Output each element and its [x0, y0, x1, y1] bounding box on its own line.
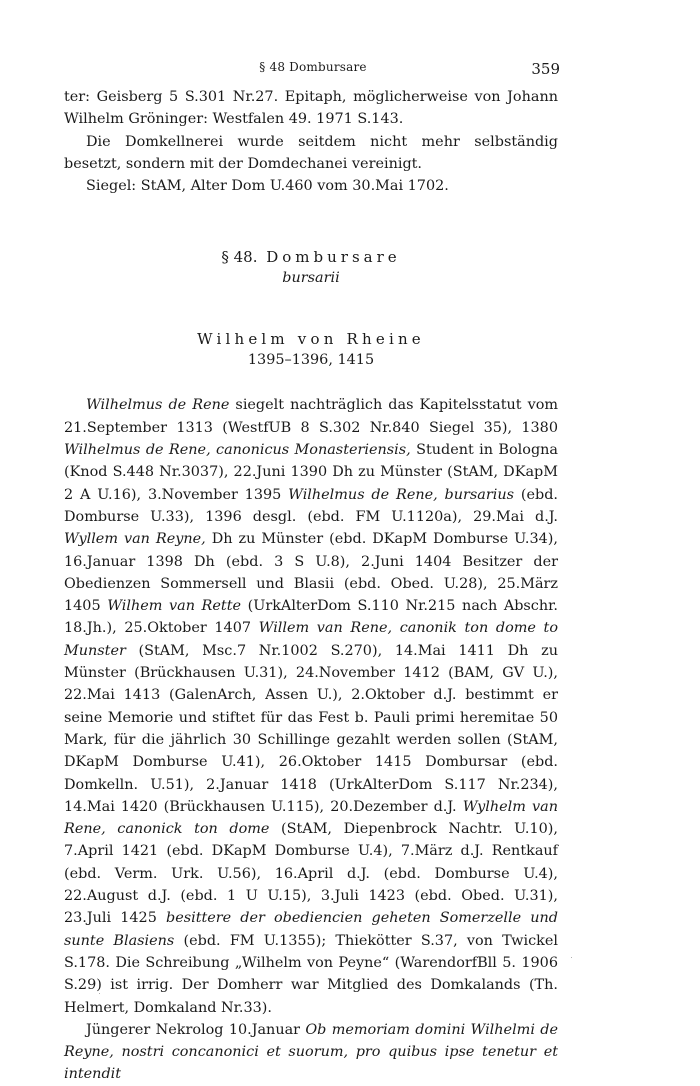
page-number: 359: [531, 60, 560, 78]
person-name: Wilhelm von Rheine: [197, 330, 425, 349]
bio-italic-9: Wilhem van Rette: [107, 598, 241, 615]
page-header: [66, 60, 560, 82]
bio-text-4: Student in Bologna (Knod S.448 Nr.3037), 22.Juni 1390 Dh zu Münster (StAM, DKapM 2 A U.16), 3.November 1395: [64, 442, 558, 503]
section-number: § 48.: [221, 248, 258, 267]
bio-italic-3: Wilhelmus de Rene, canonicus Monasteriensis,: [64, 442, 411, 459]
intro-paragraph-1: ter: Geisberg 5 S.301 Nr.27. Epitaph, möglicherweise von Johann Wilhelm Gröninger: Westfalen 49. 1971 S.143.: [64, 89, 558, 128]
bio-italic-7: Wyllem van Reyne,: [64, 531, 206, 548]
intro-paragraph-3: Siegel: StAM, Alter Dom U.460 vom 30.Mai 1702.: [86, 178, 449, 195]
person-dates: 1395–1396, 1415: [247, 352, 375, 369]
running-head: § 48 Dombursare: [259, 60, 367, 74]
bio-text-16: (ebd. FM U.1355); Thiekötter S.37, von Twickel S.178. Die Schreibung „Wilhelm von Peyne“ (WarendorfBll 5. 1906 S.29) ist irrig. Der Domherr war Mitglied des Domkalands (Th. Helmert, Domkaland Nr.33).: [64, 932, 558, 1016]
bio-text-12: (StAM, Msc.7 Nr.1002 S.270), 14.Mai 1411 Dh zu Münster (Brückhausen U.31), 24.November 1412 (BAM, GV U.), 22.Mai 1413 (GalenArch, Assen U.), 2.Oktober d.J. bestimmt er seine Memorie und stiftet für das Fest b. Pauli primi heremitae 50 Mark, für die jährlich 30 Schillinge gezahlt werden sollen (StAM, DKapM Domburse U.41), 26.Oktober 1415 Dombursar (ebd. Domkelln. U.51), 2.Januar 1418 (UrkAlterDom S.117 Nr.234), 14.Mai 1420 (Brückhausen U.115), 20.Dezember d.J.: [64, 642, 558, 815]
bio-italic-1: Wilhelmus de Rene: [86, 397, 230, 414]
bio-text-14: (StAM, Diepenbrock Nachtr. U.10), 7.April 1421 (ebd. DKapM Domburse U.4), 7.März d.J. Rentkauf (ebd. Verm. Urk. U.56), 16.April d.J. (ebd. Domburse U.4), 22.August d.J. (ebd. 1 U U.15), 3.Juli 1423 (ebd. Obed. U.31), 23.Juli 1425: [64, 821, 558, 927]
biography-paragraph: [64, 394, 558, 1018]
bio-text-8: Dh zu Münster (ebd. DKapM Domburse U.34), 16.Januar 1398 Dh (ebd. 3 S U.8), 2.Juni 1404 Besitzer der Obedienzen Sommersell und Blasii (ebd. Obed. U.28), 25.März 1405: [64, 531, 558, 615]
bio-text-2: siegelt nachträglich das Kapitelsstatut vom 21.September 1313 (WestfUB 8 S.302 Nr.840 Siegel 35), 1380: [64, 397, 559, 436]
necrology-text: Jüngerer Nekrolog 10.Januar: [86, 1021, 306, 1038]
bio-italic-13: Wylhelm van Rene, canonick ton dome: [64, 798, 558, 838]
scan-speck: [571, 957, 572, 958]
section-subtitle: bursarii: [282, 270, 340, 287]
page-body: [64, 86, 558, 1086]
necrology-quote: Ob memoriam domini Wilhelmi de Reyne, nostri concanonici et suorum, pro quibus ipse tenetur et intendit: [64, 1021, 558, 1083]
bio-italic-5: Wilhelmus de Rene, bursarius: [288, 486, 515, 503]
intro-paragraph-2: Die Domkellnerei wurde seitdem nicht mehr selbständig besetzt, sondern mit der Domdechanei vereinigt.: [64, 133, 558, 172]
section-title: Dombursare: [266, 248, 401, 267]
bio-italic-15: besittere der obediencien geheten Somerzelle und sunte Blasiens: [64, 910, 558, 949]
bio-text-6: (ebd. Domburse U.33), 1396 desgl. (ebd. FM U.1120a), 29.Mai d.J.: [64, 486, 558, 525]
scan-speck: [99, 993, 100, 994]
section-heading: [64, 246, 558, 268]
necrology-paragraph: [64, 1019, 558, 1086]
bio-italic-11: Willem van Rene, canonik ton dome to Munster: [64, 620, 558, 659]
bio-text-10: (UrkAlterDom S.110 Nr.215 nach Abschr. 18.Jh.), 25.Oktober 1407: [64, 598, 559, 637]
